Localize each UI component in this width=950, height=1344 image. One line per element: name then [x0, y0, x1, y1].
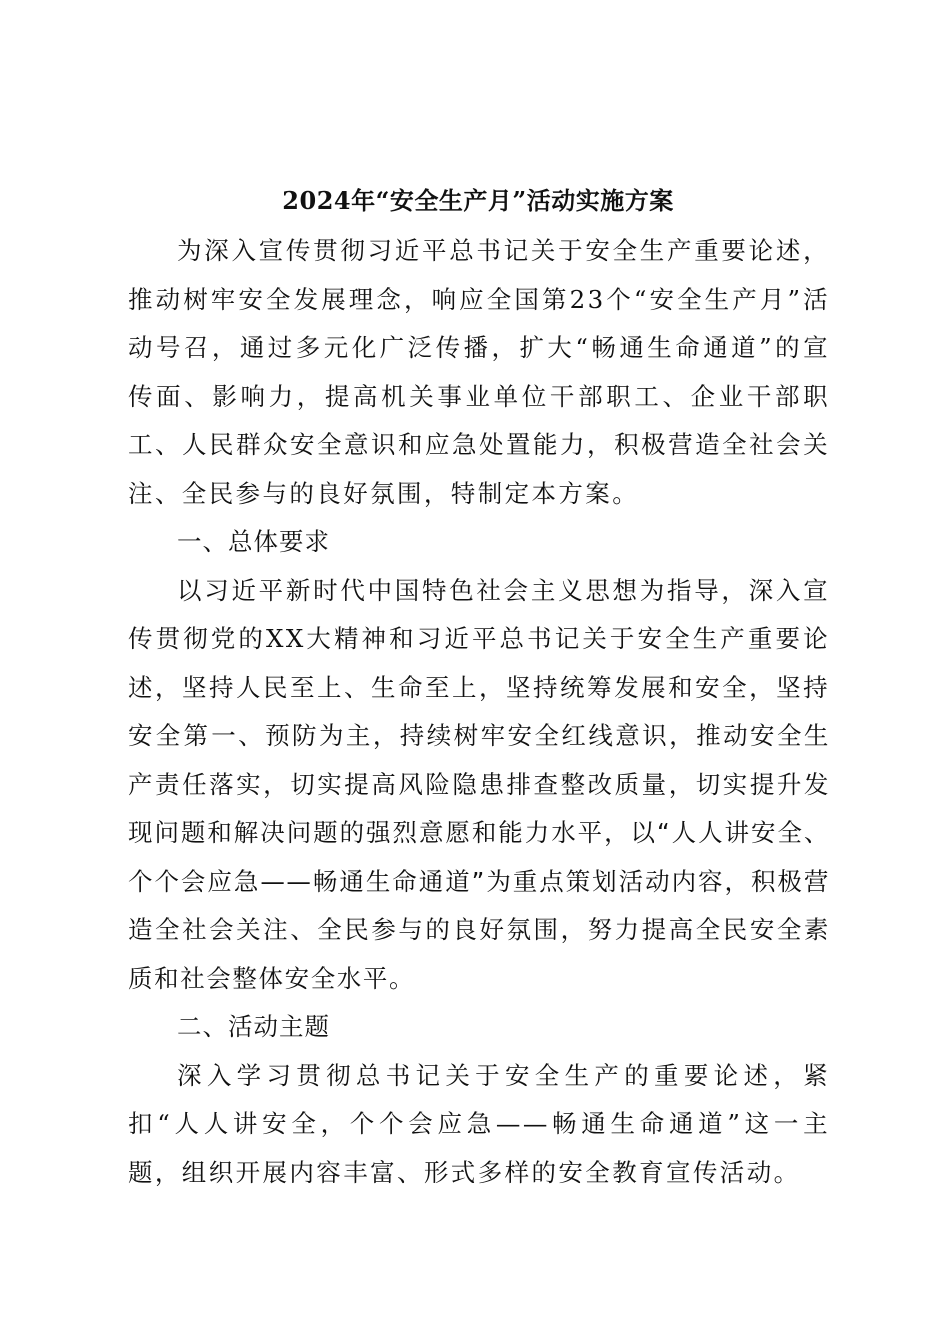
section-heading-activity-theme: 二、活动主题 [177, 1012, 330, 1041]
general-requirements-text-sans: 一、预防为主，持续树牢安全红线意识，推动安全生产责任落实，切实提高风险隐患排查整改质量，切实提升发现问题和解决问题的强烈意愿和能力水平，以“人人讲安全、个个会应急——畅通生命通道”为重点策划活动内容，积极营造全社会关注、全民参与的良好氛围，努力提高全民安全素质和社会整体安全水平。 [128, 721, 830, 993]
general-requirements-paragraph [128, 567, 830, 1004]
general-requirements-text-serif: 以习近平新时代中国特色社会主义思想为指导，深入宣传贯彻党的XX大精神和习近平总书记关于安全生产重要论述，坚持人民至上、生命至上，坚持统筹发展和安全，坚持安全第 [128, 575, 830, 750]
document-body [128, 227, 830, 1197]
activity-theme-paragraph: 深入学习贯彻总书记关于安全生产的重要论述，紧扣“人人讲安全，个个会应急——畅通生命通道”这一主题，组织开展内容丰富、形式多样的安全教育宣传活动。 [128, 1060, 830, 1187]
section-heading-general-requirements: 一、总体要求 [177, 527, 330, 556]
document-title: 2024年“安全生产月”活动实施方案 [282, 186, 674, 215]
intro-paragraph: 为深入宣传贯彻习近平总书记关于安全生产重要论述，推动树牢安全发展理念，响应全国第23个“安全生产月”活动号召，通过多元化广泛传播，扩大“畅通生命通道”的宣传面、影响力，提高机关事业单位干部职工、企业干部职工、人民群众安全意识和应急处置能力，积极营造全社会关注、全民参与的良好氛围，特制定本方案。 [128, 236, 830, 508]
